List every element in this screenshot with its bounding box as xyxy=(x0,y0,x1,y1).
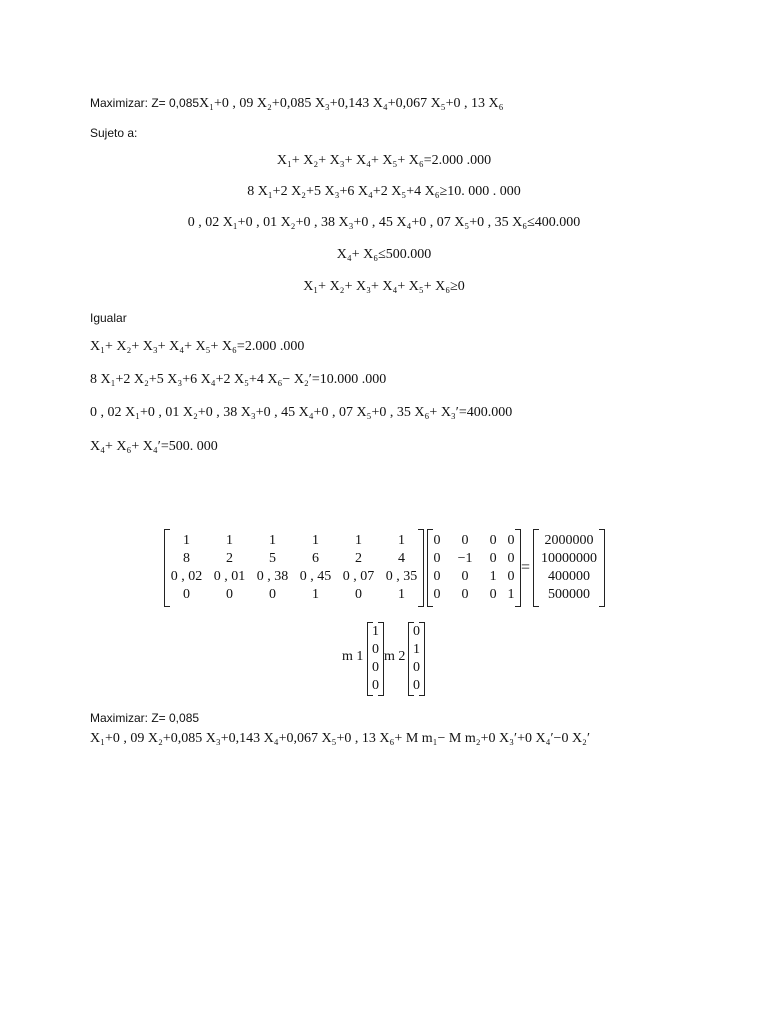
matrix-row xyxy=(428,550,520,568)
matrix-cell: 8 xyxy=(183,551,190,566)
m2-vector xyxy=(408,622,425,696)
matrix-cell: 0 xyxy=(355,587,362,602)
equality-1: X₁+ X₂+ X₃+ X₄+ X₅+ X₆=2.000 .000 xyxy=(90,339,305,354)
final-objective-expression: X₁+0 , 09 X₂+0,085 X₃+0,143 X₄+0,067 X₅+0 , 13 X₆+ M m₁− M m₂+0 X₃′+0 X₄′−0 X₂′ xyxy=(90,731,591,746)
matrix-cell: 1 xyxy=(269,533,276,548)
rhs-cell: 2000000 xyxy=(544,533,594,548)
equality-3: 0 , 02 X₁+0 , 01 X₂+0 , 38 X₃+0 , 45 X₄+0 , 07 X₅+0 , 35 X₆+ X₃′=400.000 xyxy=(90,405,513,420)
matrix-cell: 4 xyxy=(398,551,405,566)
matrix-row xyxy=(534,568,604,586)
constraint-5: X₁+ X₂+ X₃+ X₄+ X₅+ X₆≥0 xyxy=(303,279,465,294)
rhs-cell: 500000 xyxy=(548,587,590,602)
constraint-4: X₄+ X₆≤500.000 xyxy=(336,247,432,262)
matrix-cell: 0 xyxy=(269,587,276,602)
equality-4: X₄+ X₆+ X₄′=500. 000 xyxy=(90,439,218,454)
matrix-cell: 0 xyxy=(507,551,515,566)
matrix-cell: 0 xyxy=(183,587,190,602)
matrix-row xyxy=(165,550,423,568)
coefficient-matrix xyxy=(164,529,424,607)
slack-matrix xyxy=(427,529,521,607)
matrix-cell: 0 xyxy=(507,569,515,584)
matrix-cell: 1 xyxy=(398,533,405,548)
matrix-cell: 0 xyxy=(507,533,515,548)
matrix-cell: −1 xyxy=(457,551,473,566)
matrix-row xyxy=(165,532,423,550)
matrix-cell: 0 , 35 xyxy=(385,569,418,584)
m2-label: m 2 xyxy=(384,649,406,664)
objective-expression: X₁+0 , 09 X₂+0,085 X₃+0,143 X₄+0,067 X₅+0 , 13 X₆ xyxy=(199,96,504,111)
vector-cell: 0 xyxy=(413,660,420,675)
matrix-cell: 5 xyxy=(269,551,276,566)
final-objective-label: Maximizar: Z= 0,085 xyxy=(90,711,200,725)
matrix-cell: 0 xyxy=(489,533,497,548)
matrix-cell: 0 xyxy=(489,587,497,602)
rhs-cell: 10000000 xyxy=(541,551,597,566)
constraint-2: 8 X₁+2 X₂+5 X₃+6 X₄+2 X₅+4 X₆≥10. 000 . 000 xyxy=(247,184,521,199)
constraint-3: 0 , 02 X₁+0 , 01 X₂+0 , 38 X₃+0 , 45 X₄+0 , 07 X₅+0 , 35 X₆≤400.000 xyxy=(187,215,581,230)
matrix-row xyxy=(428,568,520,586)
matrix-cell: 0 , 38 xyxy=(256,569,289,584)
matrix-cell: 1 xyxy=(312,533,319,548)
matrix-row xyxy=(534,586,604,604)
igualar-label: Igualar xyxy=(90,311,127,325)
matrix-cell: 0 , 07 xyxy=(342,569,375,584)
m1-vector xyxy=(367,622,384,696)
matrix-cell: 1 xyxy=(312,587,319,602)
matrix-cell: 0 , 02 xyxy=(170,569,203,584)
matrix-cell: 0 xyxy=(461,587,469,602)
matrix-cell: 0 , 45 xyxy=(299,569,332,584)
rhs-cell: 400000 xyxy=(548,569,590,584)
matrix-cell: 0 , 01 xyxy=(213,569,246,584)
m1-label: m 1 xyxy=(342,649,364,664)
matrix-cell: 1 xyxy=(183,533,190,548)
matrix-cell: 0 xyxy=(433,533,441,548)
vector-cell: 1 xyxy=(372,624,379,639)
matrix-row xyxy=(165,568,423,586)
matrix-cell: 1 xyxy=(507,587,515,602)
matrix-cell: 0 xyxy=(433,587,441,602)
matrix-row xyxy=(428,532,520,550)
vector-cell: 0 xyxy=(372,642,379,657)
matrix-row xyxy=(165,586,423,604)
vector-cell: 0 xyxy=(413,624,420,639)
matrix-cell: 1 xyxy=(355,533,362,548)
constraint-1: X₁+ X₂+ X₃+ X₄+ X₅+ X₆=2.000 .000 xyxy=(276,153,492,168)
matrix-cell: 1 xyxy=(398,587,405,602)
matrix-cell: 0 xyxy=(226,587,233,602)
matrix-row xyxy=(428,586,520,604)
matrix-cell: 0 xyxy=(433,569,441,584)
subject-label: Sujeto a: xyxy=(90,126,138,140)
matrix-cell: 2 xyxy=(355,551,362,566)
vector-cell: 0 xyxy=(372,678,379,693)
matrix-row xyxy=(534,532,604,550)
matrix-cell: 0 xyxy=(461,533,469,548)
matrix-cell: 0 xyxy=(461,569,469,584)
equality-2: 8 X₁+2 X₂+5 X₃+6 X₄+2 X₅+4 X₆− X₂′=10.000 .000 xyxy=(90,372,387,387)
equals-sign: = xyxy=(521,559,531,576)
matrix-cell: 0 xyxy=(433,551,441,566)
vector-cell: 0 xyxy=(372,660,379,675)
objective-label: Maximizar: Z= 0,085 xyxy=(90,96,200,110)
matrix-cell: 6 xyxy=(312,551,319,566)
matrix-cell: 0 xyxy=(489,551,497,566)
vector-cell: 1 xyxy=(413,642,420,657)
objective-line xyxy=(90,94,503,112)
vector-cell: 0 xyxy=(413,678,420,693)
matrix-cell: 1 xyxy=(489,569,497,584)
matrix-row xyxy=(534,550,604,568)
matrix-cell: 2 xyxy=(226,551,233,566)
matrix-cell: 1 xyxy=(226,533,233,548)
rhs-vector xyxy=(533,529,605,607)
